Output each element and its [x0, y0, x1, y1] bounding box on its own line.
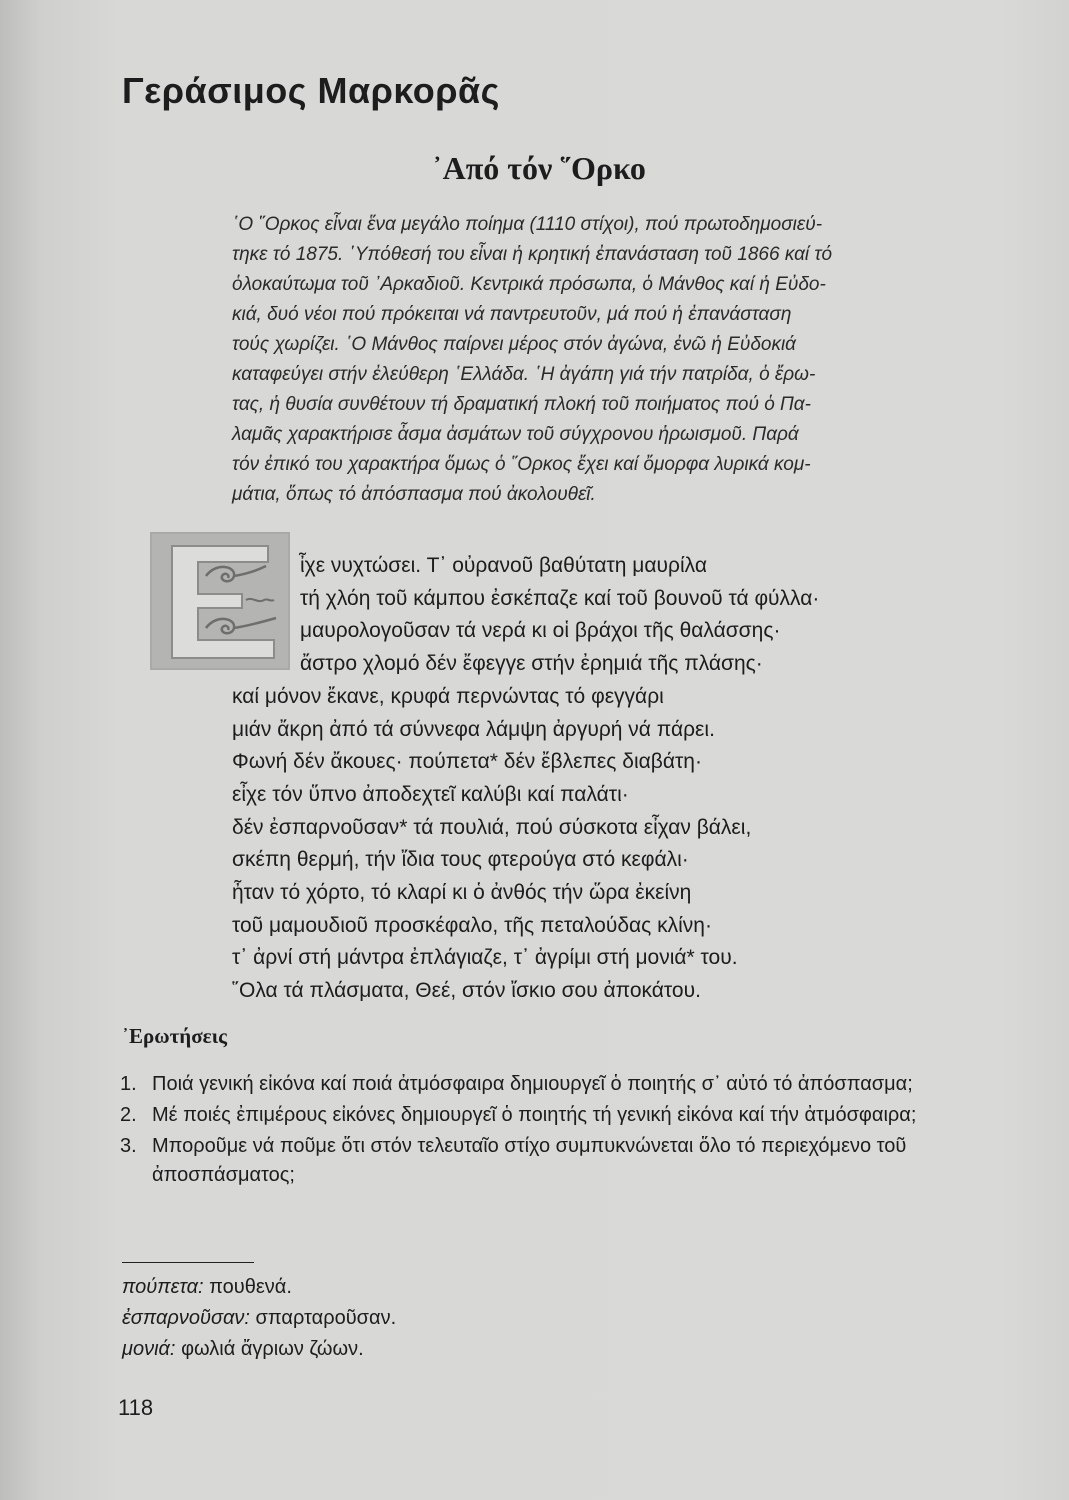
question-item — [120, 1070, 980, 1099]
question-item — [120, 1101, 980, 1130]
poem-line: Φωνή δέν ἄκουες· πούπετα* δέν ἔβλεπες διαβάτη· — [232, 750, 702, 774]
question-text: Μποροῦμε νά ποῦμε ὅτι στόν τελευταῖο στίχο συμπυκνώνεται ὅλο τό περιεχόμενο τοῦ ἀποσπάσματος; — [152, 1135, 907, 1186]
intro-line: ῾Ο ῞Ορκος εἶναι ἕνα μεγάλο ποίημα (1110 στίχοι), πού πρωτοδημοσιεύ- — [232, 214, 823, 235]
question-number: 3. — [120, 1135, 137, 1157]
poem-line: καί μόνον ἔκανε, κρυφά περνώντας τό φεγγάρι — [232, 684, 664, 708]
poem-line: εἶχε τόν ὕπνο ἀποδεχτεῖ καλύβι καί παλάτι· — [232, 782, 629, 806]
glossary-definition: φωλιά ἄγριων ζώων. — [181, 1338, 364, 1360]
glossary-term: ἐσπαρνοῦσαν: — [122, 1307, 250, 1329]
question-number: 2. — [120, 1104, 137, 1126]
poem-title: ᾿Από τόν ῞Ορκο — [432, 150, 646, 186]
intro-line: μάτια, ὅπως τό ἀπόσπασμα πού ἀκολουθεῖ. — [232, 484, 596, 505]
intro-line: τόν ἐπικό του χαρακτήρα ὅμως ὁ ῞Ορκος ἔχει καί ὄμορφα λυρικά κομ- — [232, 454, 811, 475]
intro-line: λαμᾶς χαρακτήρισε ἆσμα ἀσμάτων τοῦ σύγχρονου ἡρωισμοῦ. Παρά — [232, 424, 799, 445]
question-text: Μέ ποιές ἐπιμέρους εἰκόνες δημιουργεῖ ὁ ποιητής τή γενική εἰκόνα καί τήν ἀτμόσφαιρα; — [152, 1104, 917, 1126]
author-name: Γεράσιμος Μαρκορᾶς — [122, 70, 500, 111]
poem-line: τ᾿ ἀρνί στή μάντρα ἐπλάγιαζε, τ᾿ ἀγρίμι στή μονιά* του. — [232, 946, 738, 970]
intro-line: καταφεύγει στήν ἐλεύθερη ῾Ελλάδα. ῾Η ἀγάπη γιά τήν πατρίδα, ὁ ἔρω- — [232, 364, 816, 385]
question-text: Ποιά γενική εἰκόνα καί ποιά ἀτμόσφαιρα δημιουργεῖ ὁ ποιητής σ᾿ αὐτό τό ἀπόσπασμα; — [152, 1073, 913, 1095]
intro-line: κιά, δυό νέοι πού πρόκειται νά παντρευτοῦν, μά πού ἡ ἐπανάσταση — [232, 304, 792, 325]
intro-line: ὁλοκαύτωμα τοῦ ᾿Αρκαδιοῦ. Κεντρικά πρόσωπα, ὁ Μάνθος καί ἡ Εὐδο- — [232, 274, 826, 295]
page-number: 118 — [118, 1395, 154, 1420]
questions-heading: ᾿Ερωτήσεις — [122, 1024, 227, 1048]
glossary-entry — [122, 1334, 396, 1365]
poem-line: τή χλόη τοῦ κάμπου ἐσκέπαζε καί τοῦ βουνοῦ τά φύλλα· — [300, 586, 820, 610]
poem-line: σκέπη θερμή, τήν ἴδια τους φτερούγα στό κεφάλι· — [232, 848, 689, 872]
glossary-definition: σπαρταροῦσαν. — [255, 1307, 397, 1329]
glossary-notes — [122, 1272, 396, 1365]
intro-paragraph — [232, 210, 982, 510]
glossary-definition: πουθενά. — [209, 1276, 292, 1298]
glossary-term: πούπετα: — [122, 1276, 204, 1298]
poem-line: δέν ἐσπαρνοῦσαν* τά πουλιά, πού σύσκοτα εἶχαν βάλει, — [232, 815, 752, 839]
poem-line: ἶχε νυχτώσει. Τ᾿ οὐρανοῦ βαθύτατη μαυρίλα — [300, 554, 707, 577]
poem-line: ἦταν τό χόρτο, τό κλαρί κι ὁ ἀνθός τήν ὥρα ἐκείνη — [232, 881, 692, 905]
poem-line: μαυρολογοῦσαν τά νερά κι οἱ βράχοι τῆς θαλάσσης· — [300, 619, 781, 643]
footnote-divider — [122, 1262, 254, 1263]
glossary-entry — [122, 1303, 396, 1334]
poem-line: τοῦ μαμουδιοῦ προσκέφαλο, τῆς πεταλούδας κλίνη· — [232, 913, 712, 937]
poem-line: ῞Ολα τά πλάσματα, Θεέ, στόν ἴσκιο σου ἀποκάτου. — [232, 979, 701, 1003]
poem-excerpt — [232, 550, 819, 1008]
poem-line: ἄστρο χλομό δέν ἔφεγγε στήν ἐρημιά τῆς πλάσης· — [300, 652, 763, 676]
intro-line: τας, ἡ θυσία συνθέτουν τή δραματική πλοκή τοῦ ποιήματος πού ὁ Πα- — [232, 394, 811, 415]
intro-line: τούς χωρίζει. ῾Ο Μάνθος παίρνει μέρος στόν ἀγώνα, ἐνῶ ἡ Εὐδοκιά — [232, 334, 796, 355]
questions-list — [120, 1070, 980, 1192]
question-item — [120, 1132, 980, 1190]
intro-line: τηκε τό 1875. ῾Υπόθεσή του εἶναι ἡ κρητική ἐπανάσταση τοῦ 1866 καί τό — [232, 244, 833, 265]
glossary-term: μονιά: — [122, 1338, 176, 1360]
question-number: 1. — [120, 1073, 137, 1095]
glossary-entry — [122, 1272, 396, 1303]
poem-line: μιάν ἄκρη ἀπό τά σύννεφα λάμψη ἀργυρή νά πάρει. — [232, 717, 715, 741]
